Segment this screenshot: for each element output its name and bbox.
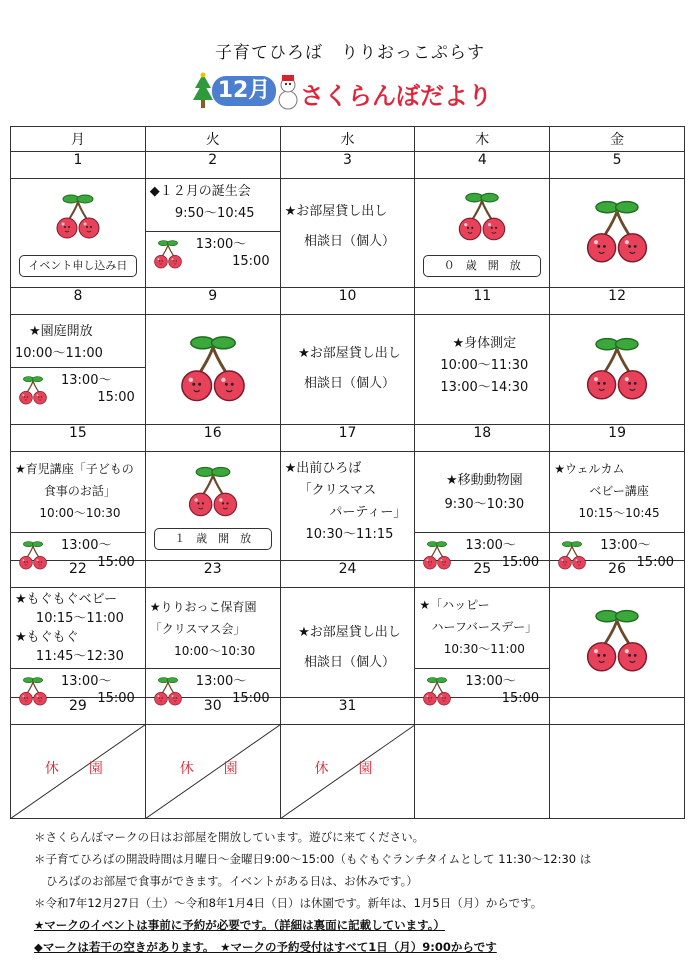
calendar-table bbox=[10, 126, 685, 819]
closed-day bbox=[11, 725, 145, 818]
date-number: 3 bbox=[280, 151, 415, 178]
day-cell bbox=[550, 315, 685, 424]
day-cell bbox=[145, 178, 280, 287]
note-hours: ＊子育てひろばの開設時間は月曜日～金曜日9:00～15:00（もぐもぐランチタイムとして 11:30～12:30 は bbox=[34, 852, 592, 866]
newsletter-banner bbox=[192, 72, 492, 116]
day-cell bbox=[415, 178, 550, 287]
date-number: 16 bbox=[145, 424, 280, 451]
date-number: 26 bbox=[550, 561, 685, 588]
weekday-wed: 水 bbox=[280, 127, 415, 152]
event-time: 9:50～10:45 bbox=[174, 205, 255, 221]
date-number: 5 bbox=[550, 151, 685, 178]
event-row bbox=[11, 451, 685, 560]
age0-open-label: ０ 歳 開 放 bbox=[423, 255, 541, 277]
cherry-icon bbox=[455, 189, 509, 247]
open-start-time: 13:00～ bbox=[195, 674, 247, 690]
day-cell bbox=[280, 588, 415, 697]
event-title-cont: ベビー講座 bbox=[589, 483, 649, 498]
open-end-time: 15:00 bbox=[97, 554, 135, 570]
open-start-time: 13:00～ bbox=[61, 674, 112, 690]
day-cell-empty bbox=[550, 724, 685, 818]
age1-open-label: １ 歳 開 放 bbox=[154, 528, 272, 550]
event-title-cont: 「クリスマス bbox=[298, 482, 377, 498]
date-row bbox=[11, 424, 685, 451]
day-cell bbox=[550, 588, 685, 697]
day-cell bbox=[280, 451, 415, 560]
closed-day bbox=[281, 725, 415, 818]
open-start-time: 13:00～ bbox=[195, 236, 247, 252]
open-end-time: 15:00 bbox=[636, 554, 674, 570]
day-cell bbox=[415, 315, 550, 424]
event-title: ◆１２月の誕生会 bbox=[149, 183, 251, 199]
event-title: ★移動動物園 bbox=[445, 472, 523, 488]
christmas-tree-icon bbox=[192, 72, 214, 112]
cherry-icon bbox=[421, 675, 453, 707]
day-cell bbox=[280, 178, 415, 287]
open-start-time: 13:00～ bbox=[61, 373, 112, 389]
month-badge: 12月 bbox=[212, 76, 276, 106]
event-detail: 相談日（個人） bbox=[303, 376, 395, 392]
weekday-mon: 月 bbox=[11, 127, 146, 152]
cherry-icon bbox=[17, 374, 49, 406]
date-number: 18 bbox=[415, 424, 550, 451]
date-number: 10 bbox=[280, 288, 415, 315]
date-number: 1 bbox=[11, 151, 146, 178]
day-cell-closed bbox=[145, 724, 280, 818]
closed-label: 休 園 bbox=[44, 760, 111, 777]
date-row bbox=[11, 151, 685, 178]
event-title: ★身体測定 bbox=[452, 336, 517, 352]
weekday-thu: 木 bbox=[415, 127, 550, 152]
event-title: ★お部屋貸し出し bbox=[298, 346, 401, 362]
date-number: 11 bbox=[415, 288, 550, 315]
event-title-cont: ハーフバースデー」 bbox=[431, 620, 538, 635]
cherry-icon bbox=[17, 539, 49, 571]
date-number: 29 bbox=[11, 697, 146, 724]
note-cherry: ＊さくらんぼマークの日はお部屋を開放しています。遊びに来てください。 bbox=[34, 830, 425, 844]
weekday-header-row bbox=[11, 127, 685, 152]
date-number: 2 bbox=[145, 151, 280, 178]
date-row bbox=[11, 288, 685, 315]
cherry-icon bbox=[152, 675, 184, 707]
date-number: 19 bbox=[550, 424, 685, 451]
cherry-icon bbox=[582, 333, 652, 407]
event-application-day-label: イベント申し込み日 bbox=[19, 255, 137, 277]
footer-notes bbox=[36, 826, 591, 958]
cherry-icon bbox=[582, 196, 652, 270]
open-end-time: 15:00 bbox=[97, 691, 135, 707]
event-title: ★「ハッピー bbox=[419, 598, 490, 613]
snowman-icon bbox=[276, 72, 300, 112]
open-end-time: 15:00 bbox=[97, 390, 135, 406]
open-hours-block bbox=[146, 231, 280, 287]
date-number bbox=[550, 697, 685, 724]
event-time: 10:00～11:00 bbox=[15, 346, 103, 362]
day-cell bbox=[145, 451, 280, 560]
note-holidays: ＊令和7年12月27日（土）～令和8年1月4日（日）は休園です。新年は、1月5日（月）からです。 bbox=[34, 896, 543, 910]
note-hours-cont: ひろばのお部屋で食事ができます。イベントがある日は、お休みです。） bbox=[46, 874, 418, 888]
event-time: 10:00～10:30 bbox=[174, 644, 256, 659]
event-row bbox=[11, 588, 685, 697]
date-number: 8 bbox=[11, 288, 146, 315]
day-cell bbox=[145, 588, 280, 707]
open-hours-block bbox=[146, 668, 280, 707]
date-number: 12 bbox=[550, 288, 685, 315]
day-cell bbox=[11, 315, 146, 424]
date-number: 24 bbox=[280, 561, 415, 588]
day-cell bbox=[550, 178, 685, 287]
date-number: 15 bbox=[11, 424, 146, 451]
event-title: ★お部屋貸し出し bbox=[284, 203, 388, 219]
closed-label: 休 園 bbox=[179, 760, 246, 777]
event-row bbox=[11, 724, 685, 818]
date-number: 9 bbox=[145, 288, 280, 315]
event-time: 11:45～12:30 bbox=[35, 649, 124, 665]
event-title: ★お部屋貸し出し bbox=[298, 625, 401, 641]
closed-label: 休 園 bbox=[314, 760, 381, 777]
cherry-icon bbox=[421, 539, 453, 571]
event-time: 10:00～11:30 bbox=[440, 358, 529, 374]
date-number: 17 bbox=[280, 424, 415, 451]
event-detail: 相談日（個人） bbox=[303, 655, 395, 671]
cherry-icon bbox=[556, 539, 588, 571]
event-title-cont: 食事のお話」 bbox=[43, 483, 116, 498]
event-time: 10:30～11:15 bbox=[305, 526, 394, 542]
day-cell bbox=[415, 588, 550, 707]
cherry-icon bbox=[176, 331, 250, 409]
day-cell-closed bbox=[280, 724, 415, 818]
organization-name: 子育てひろば りりおっこぷらす bbox=[215, 43, 485, 63]
event-time: 13:00～14:30 bbox=[440, 380, 529, 396]
newsletter-title: さくらんぼだより bbox=[300, 82, 492, 110]
date-number: 31 bbox=[280, 697, 415, 724]
event-title: ★園庭開放 bbox=[29, 324, 93, 340]
event-title: ★もぐもぐ bbox=[15, 630, 79, 646]
open-end-time: 15:00 bbox=[501, 554, 540, 570]
day-cell bbox=[280, 315, 415, 424]
event-detail: 相談日（個人） bbox=[303, 233, 395, 249]
date-number: 30 bbox=[145, 697, 280, 724]
cherry-icon bbox=[17, 675, 49, 707]
event-time: 10:30～11:00 bbox=[443, 642, 525, 657]
date-number: 22 bbox=[11, 561, 146, 588]
note-availability: ◆マークは若干の空きがあります。 ★マークの予約受付はすべて1日（月）9:00からです bbox=[34, 940, 497, 954]
day-cell-empty bbox=[415, 724, 550, 818]
open-start-time: 13:00～ bbox=[465, 674, 516, 690]
event-title: ★ウェルカム bbox=[554, 461, 625, 476]
event-title-cont: パーティー」 bbox=[329, 504, 407, 520]
note-reservation: ★マークのイベントは事前に予約が必要です。（詳細は裏面に記載しています。） bbox=[34, 918, 445, 932]
date-number: 4 bbox=[415, 151, 550, 178]
event-row bbox=[11, 315, 685, 424]
open-end-time: 15:00 bbox=[232, 691, 270, 707]
event-time: 10:15～11:00 bbox=[35, 611, 124, 627]
event-row bbox=[11, 178, 685, 287]
open-start-time: 13:00～ bbox=[600, 537, 651, 553]
cherry-icon bbox=[582, 605, 652, 679]
event-time: 10:00～10:30 bbox=[39, 505, 121, 520]
event-title: ★育児講座「子どもの bbox=[15, 461, 134, 476]
day-cell bbox=[145, 315, 280, 424]
event-title-cont: 「クリスマス会」 bbox=[149, 622, 246, 637]
cherry-icon bbox=[53, 191, 103, 245]
weekday-fri: 金 bbox=[550, 127, 685, 152]
event-title: ★もぐもぐベビー bbox=[15, 592, 118, 608]
open-end-time: 15:00 bbox=[501, 691, 540, 707]
closed-day bbox=[146, 725, 280, 818]
cherry-icon bbox=[152, 238, 184, 270]
weekday-tue: 火 bbox=[145, 127, 280, 152]
open-end-time: 15:00 bbox=[232, 253, 270, 269]
event-time: 10:15～10:45 bbox=[578, 505, 660, 520]
open-hours-block bbox=[11, 367, 145, 423]
date-number: 25 bbox=[415, 561, 550, 588]
open-hours-block bbox=[415, 668, 549, 707]
event-time: 9:30～10:30 bbox=[444, 496, 525, 512]
open-start-time: 13:00～ bbox=[465, 537, 516, 553]
event-title: ★出前ひろば bbox=[284, 460, 362, 476]
date-number: 23 bbox=[145, 561, 280, 588]
day-cell bbox=[11, 178, 146, 287]
open-start-time: 13:00～ bbox=[61, 537, 112, 553]
event-title: ★りりおっこ保育園 bbox=[149, 600, 257, 615]
day-cell-closed bbox=[11, 724, 146, 818]
cherry-icon bbox=[185, 463, 241, 523]
